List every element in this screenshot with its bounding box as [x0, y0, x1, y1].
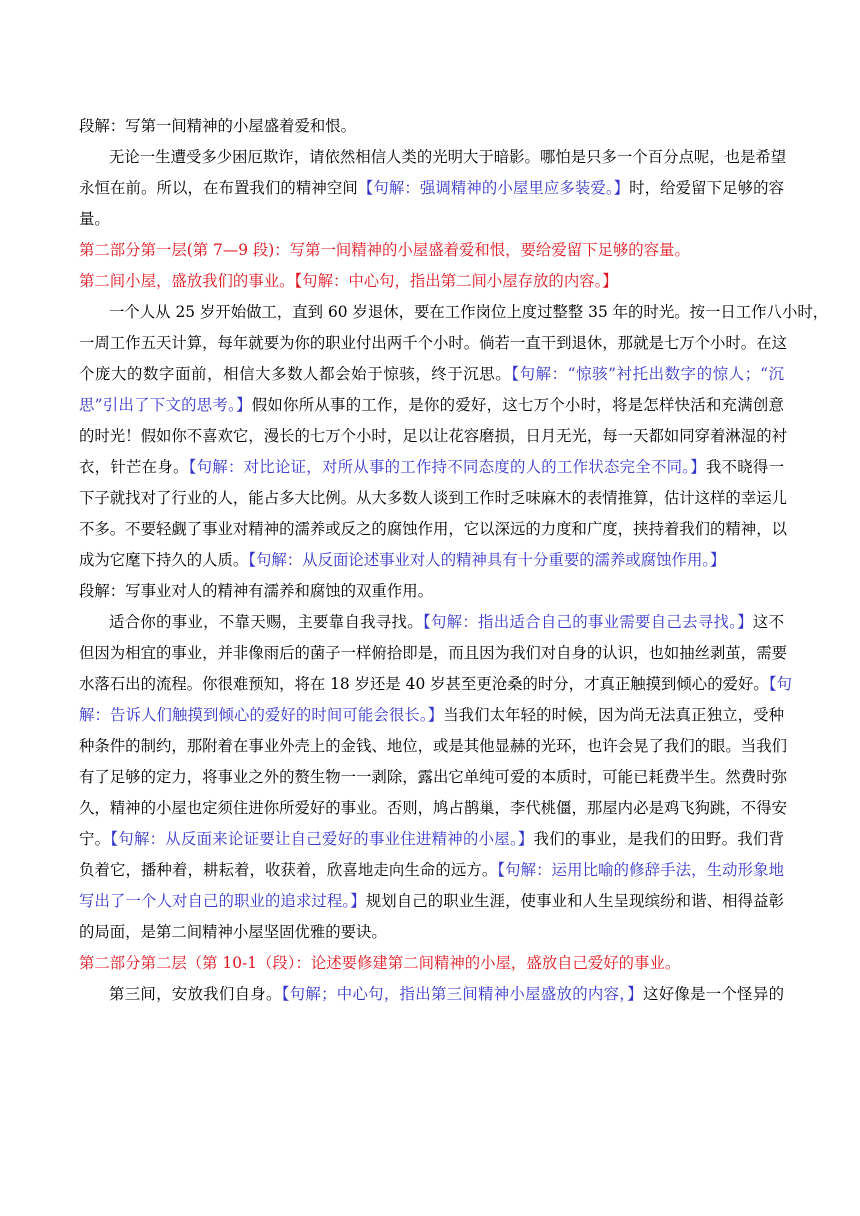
section-heading: 第二部分第一层(第 7—9 段)：写第一间精神的小屋盛着爱和恨，要给爱留下足够的容量。	[79, 241, 690, 259]
text-line	[79, 173, 784, 204]
text-line	[79, 948, 784, 979]
text-line	[79, 235, 784, 266]
body-text: 这好像是一个怪异的	[643, 985, 784, 1003]
text-line	[79, 855, 784, 886]
annotation-note: 【句解：指出适合自己的事业需要自己去寻找。】	[422, 613, 753, 631]
body-text: 当我们太年轻的时候，因为尚无法真正独立，受种	[443, 706, 784, 724]
body-text: 不多。不要轻觑了事业对精神的濡养或反之的腐蚀作用，它以深远的力度和广度，挟持着我们的精神，以	[79, 520, 787, 538]
annotation-note: 思”引出了下文的思考。】	[79, 396, 252, 414]
text-line	[79, 359, 784, 390]
text-line	[79, 483, 787, 514]
annotation-note: 【句解：强调精神的小屋里应多装爱。】	[357, 179, 630, 197]
section-heading: 第二部分第二层（第 10-1（段）：论述要修建第二间精神的小屋，盛放自己爱好的事业。	[79, 954, 681, 972]
body-text: 个庞大的数字面前，相信大多数人都会始于惊骇，终于沉思。	[79, 365, 512, 383]
annotation-note: 【句解：从反面论述事业对人的精神具有十分重要的濡养或腐蚀作用。】	[248, 551, 726, 569]
body-text: 的时光！假如你不喜欢它，漫长的七万个小时，足以让花容磨损，日月无光，每一天都如同穿着淋湿的衬	[79, 427, 787, 445]
document-body	[79, 111, 829, 1010]
text-line	[79, 762, 787, 793]
text-line	[79, 607, 784, 638]
text-line	[79, 669, 792, 700]
body-text: 成为它麾下持久的人质。	[79, 551, 249, 569]
body-text: 我们的事业，是我们的田野。我们背	[533, 830, 784, 848]
body-text: 的局面，是第二间精神小屋坚固优雅的要诀。	[79, 923, 387, 941]
body-text: 时，给爱留下足够的容	[629, 179, 784, 197]
text-line	[79, 793, 787, 824]
text-line	[79, 390, 784, 421]
body-text: 种条件的制约，那附着在事业外壳上的金钱、地位，或是其他显赫的光环，也许会晃了我们的眼。当我们	[79, 737, 787, 755]
text-line	[79, 979, 784, 1010]
text-line	[79, 700, 784, 731]
text-line	[79, 111, 784, 142]
section-heading: 第二间小屋，盛放我们的事业。	[79, 272, 295, 290]
text-line	[79, 917, 784, 948]
body-text: 第三间，安放我们自身。	[109, 985, 282, 1003]
text-line	[79, 886, 784, 917]
annotation-note: 【句	[768, 675, 792, 693]
annotation-note: 【句解：运用比喻的修辞手法，生动形象地	[497, 861, 784, 879]
body-text: 无论一生遭受多少困厄欺诈，请依然相信人类的光明大于暗影。哪怕是只多一个百分点呢，也是希望	[109, 148, 787, 166]
body-text: 一个人从 25 岁开始做工，直到 60 岁退休，要在工作岗位上度过整整 35 年的时光。按一日工作八小时，	[109, 303, 829, 321]
body-text: 负着它，播种着，耕耘着，收获着，欣喜地走向生命的远方。	[79, 861, 498, 879]
body-text: 段解：写事业对人的精神有濡养和腐蚀的双重作用。	[79, 582, 433, 600]
text-line	[79, 328, 787, 359]
text-line	[79, 266, 784, 297]
section-heading: 【句解：中心句，指出第二间小屋存放的内容。】	[294, 272, 618, 290]
annotation-note: 【句解：从反面来论证要让自己爱好的事业住进精神的小屋。】	[110, 830, 534, 848]
body-text: 永恒在前。所以，在布置我们的精神空间	[79, 179, 358, 197]
text-line	[79, 142, 787, 173]
body-text: 水落石出的流程。你很难预知，将在 18 岁还是 40 岁甚至更沧桑的时分，才真正触摸到倾心的爱好。	[79, 675, 769, 693]
body-text: 一周工作五天计算，每年就要为你的职业付出两千个小时。倘若一直干到退休，那就是七万个小时。在这	[79, 334, 787, 352]
body-text: 久，精神的小屋也定须住进你所爱好的事业。否则，鸠占鹊巢，李代桃僵，那屋内必是鸡飞狗跳，不得安	[79, 799, 787, 817]
annotation-note: 【句解：“惊骇”衬托出数字的惊人；“沉	[511, 365, 784, 383]
body-text: 但因为相宜的事业，并非像雨后的菌子一样俯拾即是，而且因为我们对自身的认识，也如抽丝剥茧，需要	[79, 644, 787, 662]
text-line	[79, 638, 787, 669]
annotation-note: 解：告诉人们触摸到倾心的爱好的时间可能会很长。】	[79, 706, 444, 724]
text-line	[79, 204, 784, 235]
body-text: 下子就找对了行业的人，能占多大比例。从大多数人谈到工作时乏味麻木的表情推算，估计这样的幸运儿	[79, 489, 787, 507]
text-line	[79, 824, 784, 855]
body-text: 这不	[752, 613, 784, 631]
annotation-note: 【句解：对比论证，对所从事的工作持不同态度的人的工作状态完全不同。】	[188, 458, 706, 476]
body-text: 量。	[79, 210, 110, 228]
text-line	[79, 514, 787, 545]
body-text: 适合你的事业，不靠天赐，主要靠自我寻找。	[109, 613, 423, 631]
text-line	[79, 731, 787, 762]
text-line	[79, 452, 784, 483]
body-text: 我不晓得一	[705, 458, 784, 476]
text-line	[79, 545, 784, 576]
text-line	[79, 297, 829, 328]
body-text: 段解：写第一间精神的小屋盛着爱和恨。	[79, 117, 357, 135]
annotation-note: 【句解；中心句，指出第三间精神小屋盛放的内容，】	[281, 985, 643, 1003]
body-text: 假如你所从事的工作，是你的爱好，这七万个小时，将是怎样快活和充满创意	[251, 396, 784, 414]
body-text: 有了足够的定力，将事业之外的赘生物一一剥除，露出它单纯可爱的本质时，可能已耗费半生。然费时弥	[79, 768, 787, 786]
body-text: 衣，针芒在身。	[79, 458, 189, 476]
body-text: 规划自己的职业生涯，使事业和人生呈现缤纷和谐、相得益彰	[365, 892, 784, 910]
text-line	[79, 576, 784, 607]
body-text: 宁。	[79, 830, 111, 848]
annotation-note: 写出了一个人对自己的职业的追求过程。】	[79, 892, 366, 910]
text-line	[79, 421, 787, 452]
